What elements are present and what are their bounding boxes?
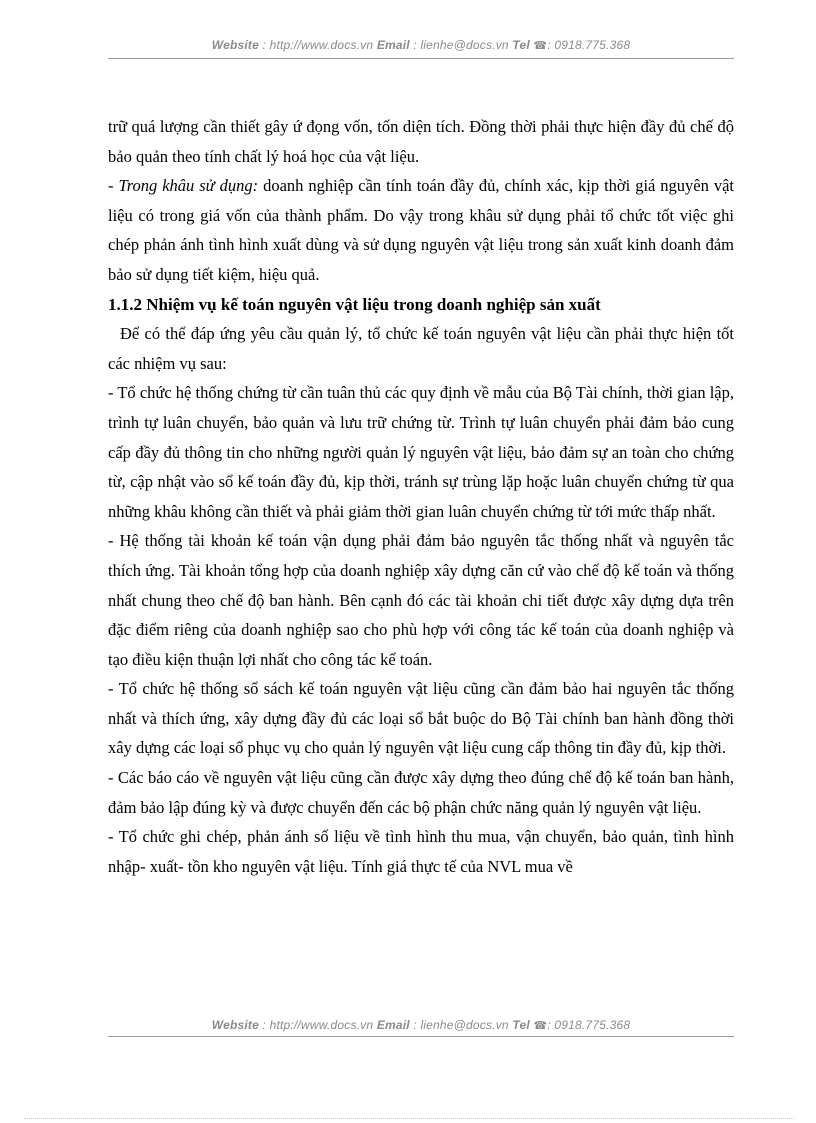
section-heading: 1.1.2 Nhiệm vụ kế toán nguyên vật liệu trong doanh nghiệp sản xuất: [108, 294, 601, 314]
tel-label: Tel: [512, 1018, 530, 1032]
tel-label: Tel: [512, 38, 530, 52]
paragraph: - Hệ thống tài khoản kế toán vận dụng phải đảm bảo nguyên tắc thống nhất và nguyên tắc thích ứng. Tài khoản tổng hợp của doanh nghiệp xây dựng căn cứ vào chế độ kế toán và thống nhất chung theo chế độ ban hành. Bên cạnh đó các tài khoản chi tiết được xây dựng dựa trên đặc điểm riêng của doanh nghiệp sao cho phù hợp với công tác kế toán của doanh nghiệp và tạo điều kiện thuận lợi nhất cho công tác kế toán.: [108, 531, 734, 669]
email-label: Email: [376, 38, 410, 52]
website-value: : http://www.docs.vn: [262, 38, 374, 52]
paragraph: [108, 171, 734, 289]
phone-icon: ☎: [533, 40, 548, 52]
usage-stage-text: doanh nghiệp cần tính toán đầy đủ, chính xác, kịp thời giá nguyên vật liệu có trong giá vốn của thành phẩm. Do vậy trong khâu sử dụng phải tổ chức tốt việc ghi chép phản ánh tình hình xuất dùng và sử dụng nguyên vật liệu trong sản xuất kinh doanh đảm bảo sử dụng tiết kiệm, hiệu quả.: [108, 176, 734, 284]
page-header: [108, 38, 734, 52]
email-value: : lienhe@docs.vn: [413, 38, 509, 52]
paragraph: - Tổ chức ghi chép, phản ánh số liệu về tình hình thu mua, vận chuyển, bảo quản, tình hình nhập- xuất- tồn kho nguyên vật liệu. Tính giá thực tế của NVL mua về: [108, 827, 734, 876]
website-label: Website: [211, 1018, 259, 1032]
website-label: Website: [211, 38, 259, 52]
page-boundary: [24, 1118, 794, 1119]
usage-stage-lead: - Trong khâu sử dụng:: [108, 176, 259, 196]
page-footer: [108, 1018, 734, 1032]
header-divider: [108, 58, 734, 59]
paragraph: trữ quá lượng cần thiết gây ứ đọng vốn, tốn diện tích. Đồng thời phải thực hiện đầy đủ chế độ bảo quản theo tính chất lý hoá học của vật liệu.: [108, 117, 734, 166]
document-body: [108, 112, 734, 881]
phone-icon: ☎: [533, 1020, 548, 1032]
website-value: : http://www.docs.vn: [262, 1018, 374, 1032]
email-value: : lienhe@docs.vn: [413, 1018, 509, 1032]
paragraph: Để có thể đáp ứng yêu cầu quản lý, tổ chức kế toán nguyên vật liệu cần phải thực hiện tốt các nhiệm vụ sau:: [108, 324, 734, 373]
paragraph: - Tổ chức hệ thống chứng từ cần tuân thủ các quy định về mẫu của Bộ Tài chính, thời gian lập, trình tự luân chuyển, bảo quản và lưu trữ chứng từ. Trình tự luân chuyển phải đảm bảo cung cấp đầy đủ thông tin cho những người quản lý nguyên vật liệu, bảo đảm sự an toàn cho chứng từ, cập nhật vào sổ kế toán đầy đủ, kịp thời, tránh sự trùng lặp hoặc luân chuyển chứng từ qua những khâu không cần thiết và phải giảm thời gian luân chuyển chứng từ tới mức thấp nhất.: [108, 383, 734, 521]
footer-divider: [108, 1036, 734, 1037]
paragraph: - Các báo cáo về nguyên vật liệu cũng cần được xây dựng theo đúng chế độ kế toán ban hành, đảm bảo lập đúng kỳ và được chuyển đến các bộ phận chức năng quản lý nguyên vật liệu.: [108, 768, 734, 817]
tel-value: : 0918.775.368: [547, 1018, 631, 1032]
paragraph: - Tổ chức hệ thống sổ sách kế toán nguyên vật liệu cũng cần đảm bảo hai nguyên tắc thống nhất và thích ứng, xây dựng đầy đủ các loại sổ bắt buộc do Bộ Tài chính ban hành đồng thời xây dựng các loại sổ phục vụ cho quản lý nguyên vật liệu cung cấp thông tin đầy đủ, kịp thời.: [108, 679, 734, 758]
email-label: Email: [376, 1018, 410, 1032]
tel-value: : 0918.775.368: [547, 38, 631, 52]
